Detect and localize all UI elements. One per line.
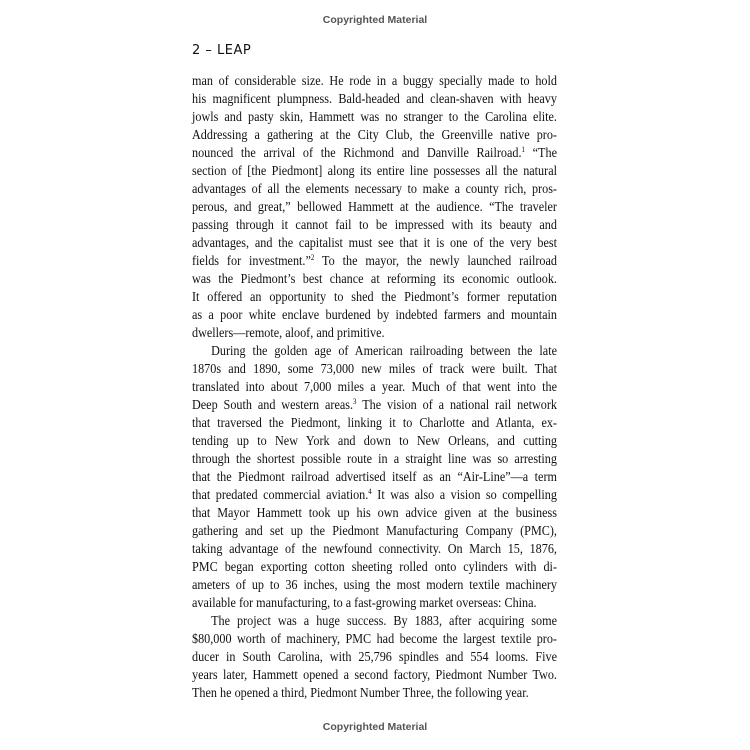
text-segment: nounced the arrival of the Richmond and Danville Railroad. bbox=[192, 146, 522, 161]
text-line bbox=[192, 667, 557, 685]
text-segment: perous, and great,” bellowed Hammett at the audience. “The traveler bbox=[192, 200, 557, 215]
text-line bbox=[192, 145, 557, 163]
text-segment: Addressing a gathering at the City Club, the Greenville native pro- bbox=[192, 128, 557, 143]
text-segment: It was also a vision so compelling bbox=[371, 488, 557, 503]
text-segment: It offered an opportunity to shed the Piedmont’s former reputation bbox=[192, 290, 557, 305]
text-line bbox=[192, 199, 557, 217]
text-line bbox=[192, 343, 557, 361]
text-segment: advantages, and the capitalist must see that it is one of the very best bbox=[192, 236, 557, 251]
text-line bbox=[192, 253, 557, 271]
text-line bbox=[192, 307, 557, 325]
text-segment: man of considerable size. He rode in a buggy specially made to hold bbox=[192, 74, 557, 89]
text-segment: as a poor white enclave burdened by indebted farmers and mountain bbox=[192, 308, 557, 323]
text-segment: fields for investment.” bbox=[192, 254, 311, 269]
text-segment: To the mayor, the newly launched railroad bbox=[314, 254, 557, 269]
text-segment: that the Piedmont railroad advertised itself as an “Air-Line”—a term bbox=[192, 470, 557, 485]
footnote-ref: 1 bbox=[521, 145, 525, 154]
text-line bbox=[192, 433, 557, 451]
text-line bbox=[192, 415, 557, 433]
text-line bbox=[192, 595, 557, 613]
text-line bbox=[192, 505, 557, 523]
text-line bbox=[192, 649, 557, 667]
text-segment: tending up to New York and down to New Orleans, and cutting bbox=[192, 434, 557, 449]
text-segment: Then he opened a third, Piedmont Number Three, the following year. bbox=[192, 686, 529, 701]
text-line bbox=[192, 289, 557, 307]
text-line bbox=[192, 217, 557, 235]
body-text bbox=[192, 73, 557, 703]
copyright-watermark-top: Copyrighted Material bbox=[322, 14, 428, 26]
text-segment: section of [the Piedmont] along its entire line possesses all the natural bbox=[192, 164, 557, 179]
text-segment: ducer in South Carolina, with 25,796 spindles and 554 looms. Five bbox=[192, 650, 557, 665]
paragraph bbox=[192, 343, 557, 613]
text-segment: 1870s and 1890, some 73,000 new miles of track were built. That bbox=[192, 362, 557, 377]
text-segment: that predated commercial aviation. bbox=[192, 488, 369, 503]
text-line bbox=[192, 631, 557, 649]
text-segment: translated into about 7,000 miles a year. Much of that went into the bbox=[192, 380, 557, 395]
text-segment: that traversed the Piedmont, linking it to Charlotte and Atlanta, ex- bbox=[192, 416, 557, 431]
text-segment: During the golden age of American railroading between the late bbox=[211, 344, 557, 359]
running-head: 2 – LEAP bbox=[192, 43, 252, 58]
copyright-watermark-bottom: Copyrighted Material bbox=[322, 721, 428, 733]
text-line bbox=[192, 451, 557, 469]
text-segment: PMC began exporting cotton sheeting rolled onto cylinders with di- bbox=[192, 560, 557, 575]
text-line bbox=[192, 523, 557, 541]
text-line bbox=[192, 397, 557, 415]
paragraph bbox=[192, 613, 557, 703]
text-line bbox=[192, 109, 557, 127]
text-segment: taking advantage of the newfound connectivity. On March 15, 1876, bbox=[192, 542, 557, 557]
text-line bbox=[192, 469, 557, 487]
text-segment: Deep South and western areas. bbox=[192, 398, 354, 413]
text-line bbox=[192, 685, 557, 703]
text-line bbox=[192, 181, 557, 199]
text-line bbox=[192, 235, 557, 253]
text-segment: The vision of a national rail network bbox=[356, 398, 557, 413]
text-segment: passing through it cannot fail to be impressed with its beauty and bbox=[192, 218, 557, 233]
text-segment: advantages of all the elements necessary to make a county rich, pros- bbox=[192, 182, 557, 197]
text-segment: gathering and set up the Piedmont Manufacturing Company (PMC), bbox=[192, 524, 557, 539]
footnote-ref: 2 bbox=[310, 253, 315, 262]
text-segment: was the Piedmont’s best chance at reforming its economic outlook. bbox=[192, 272, 557, 287]
text-line bbox=[192, 559, 557, 577]
footnote-ref: 4 bbox=[368, 487, 372, 496]
text-segment: ameters of up to 36 inches, using the most modern textile machinery bbox=[192, 578, 557, 593]
text-segment: jowls and pasty skin, Hammett was no stranger to the Carolina elite. bbox=[192, 110, 557, 125]
text-line bbox=[192, 91, 557, 109]
text-segment: years later, Hammett opened a second factory, Piedmont Number Two. bbox=[192, 668, 557, 683]
text-line bbox=[192, 271, 557, 289]
text-line bbox=[192, 325, 557, 343]
paragraph bbox=[192, 73, 557, 343]
text-segment: that Mayor Hammett took up his own advice given at the business bbox=[192, 506, 557, 521]
text-segment: dwellers—remote, aloof, and primitive. bbox=[192, 326, 385, 341]
text-segment: through the shortest possible route in a straight line was so arresting bbox=[192, 452, 557, 467]
text-line bbox=[192, 541, 557, 559]
text-line bbox=[192, 487, 557, 505]
text-segment: “The bbox=[524, 146, 557, 161]
text-line bbox=[192, 379, 557, 397]
text-line bbox=[192, 73, 557, 91]
text-line bbox=[192, 361, 557, 379]
text-segment: $80,000 worth of machinery, PMC had become the largest textile pro- bbox=[192, 632, 557, 647]
text-segment: his magnificent plumpness. Bald-headed and clean-shaven with heavy bbox=[192, 92, 557, 107]
text-line bbox=[192, 163, 557, 181]
text-line bbox=[192, 613, 557, 631]
text-line bbox=[192, 127, 557, 145]
text-segment: available for manufacturing, to a fast-growing market overseas: China. bbox=[192, 596, 537, 611]
text-line bbox=[192, 577, 557, 595]
footnote-ref: 3 bbox=[353, 397, 357, 406]
text-segment: The project was a huge success. By 1883, after acquiring some bbox=[211, 614, 557, 629]
